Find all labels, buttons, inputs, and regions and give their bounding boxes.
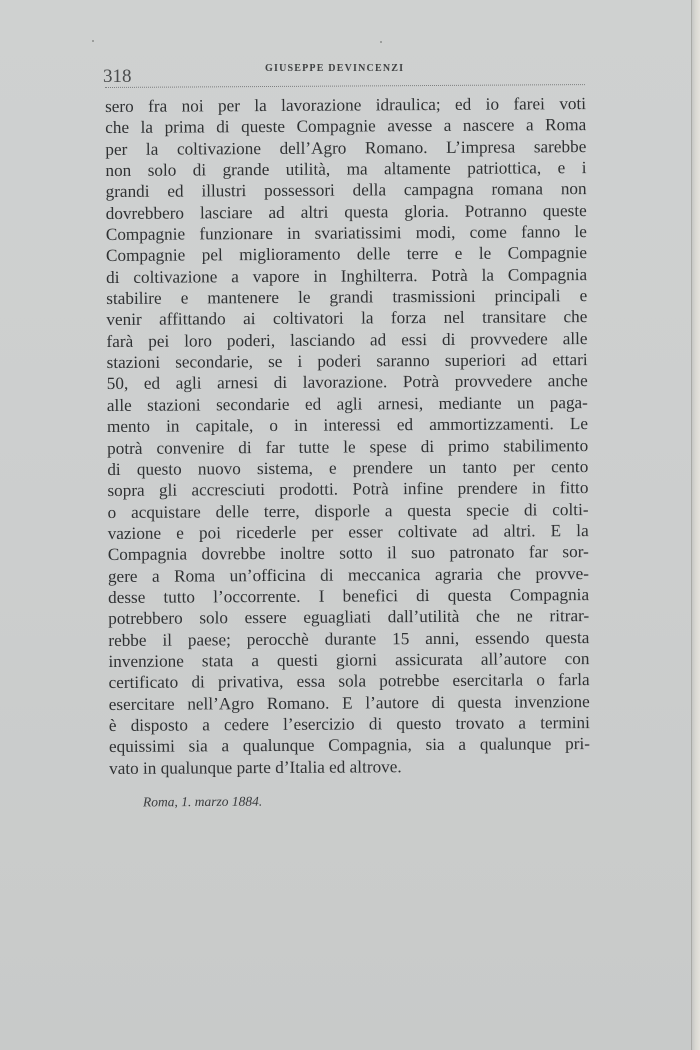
page-number: 318 (103, 66, 132, 87)
text-line: grandi ed illustri possessori della campagna romana non (105, 179, 587, 202)
text-line: di questo nuovo sistema, e prendere un tanto per cento (107, 456, 589, 479)
text-line: non solo di grande utilità, ma altamente patriottica, e i (105, 158, 587, 181)
text-line: Compagnie funzionare in svariatissimi modi, come fanno le (105, 222, 587, 245)
text-line: 50, ed agli arnesi di lavorazione. Potrà provvedere anche (106, 371, 588, 394)
text-line: farà pei loro poderi, lasciando ad essi di provvedere alle (106, 328, 588, 351)
paper-speck (92, 40, 94, 42)
text-line: venir affittando ai coltivatori la forza nel transitare che (106, 307, 588, 330)
text-line: stabilire e mantenere le grandi trasmissioni principali e (106, 286, 588, 309)
text-line: desse tutto l’occorrente. I benefici di questa Compagnia (108, 584, 590, 607)
text-line: è disposto a cedere l’esercizio di questo trovato a termini (108, 713, 590, 735)
text-line: potrebbero solo essere eguagliati dall’utilità che ne ritrar- (108, 606, 590, 629)
text-line: vazione e poi ricederle per esser coltivate ad altri. E la (107, 520, 589, 543)
text-line: invenzione stata a questi giorni assicurata all’autore con (108, 648, 590, 671)
text-line: alle stazioni secondarie ed agli arnesi, mediante un paga- (106, 392, 588, 415)
body-text (105, 93, 590, 779)
text-line: sero fra noi per la lavorazione idraulica; ed io farei voti (105, 94, 587, 116)
text-line: certificato di privativa, essa sola potrebbe esercitarla o farla (108, 670, 590, 693)
page-edge (691, 0, 700, 1050)
signature-place-date: Roma, 1. marzo 1884. (142, 793, 263, 810)
paper-speck (380, 41, 382, 43)
running-title: GIUSEPPE DEVINCENZI (265, 63, 405, 74)
text-line: che la prima di queste Compagnie avesse a nascere a Roma (105, 115, 587, 138)
text-line: esercitare nell’Agro Romano. E l’autore di questa invenzione (108, 691, 590, 714)
text-line: dovrebbero lasciare ad altri questa gloria. Potranno queste (105, 200, 587, 223)
text-line: di coltivazione a vapore in Inghilterra. Potrà la Compagnia (106, 264, 588, 287)
text-line: mento in capitale, o in interessi ed ammortizzamenti. Le (106, 414, 589, 437)
text-line: Compagnia dovrebbe inoltre sotto il suo patronato far sor- (107, 542, 589, 565)
text-line: potrà convenire di far tutte le spese di primo stabilimento (107, 435, 589, 458)
text-line: per la coltivazione dell’Agro Romano. L’impresa sarebbe (105, 136, 587, 159)
text-line: rebbe il paese; perocchè durante 15 anni, essendo questa (108, 627, 590, 650)
text-line: gere a Roma un’officina di meccanica agraria che provve- (107, 563, 589, 586)
text-line: stazioni secondarie, se i poderi saranno superiori ad ettari (106, 350, 588, 373)
text-line: o acquistare delle terre, disporle a questa specie di colti- (107, 499, 589, 522)
text-line: sopra gli accresciuti prodotti. Potrà infine prendere in fitto (107, 478, 589, 501)
text-line: Compagnie pel miglioramento delle terre e le Compagnie (105, 243, 588, 266)
text-line: vato in qualunque parte d’Italia ed altrove. (109, 756, 402, 778)
text-line: equissimi sia a qualunque Compagnia, sia a qualunque pri- (108, 734, 591, 757)
